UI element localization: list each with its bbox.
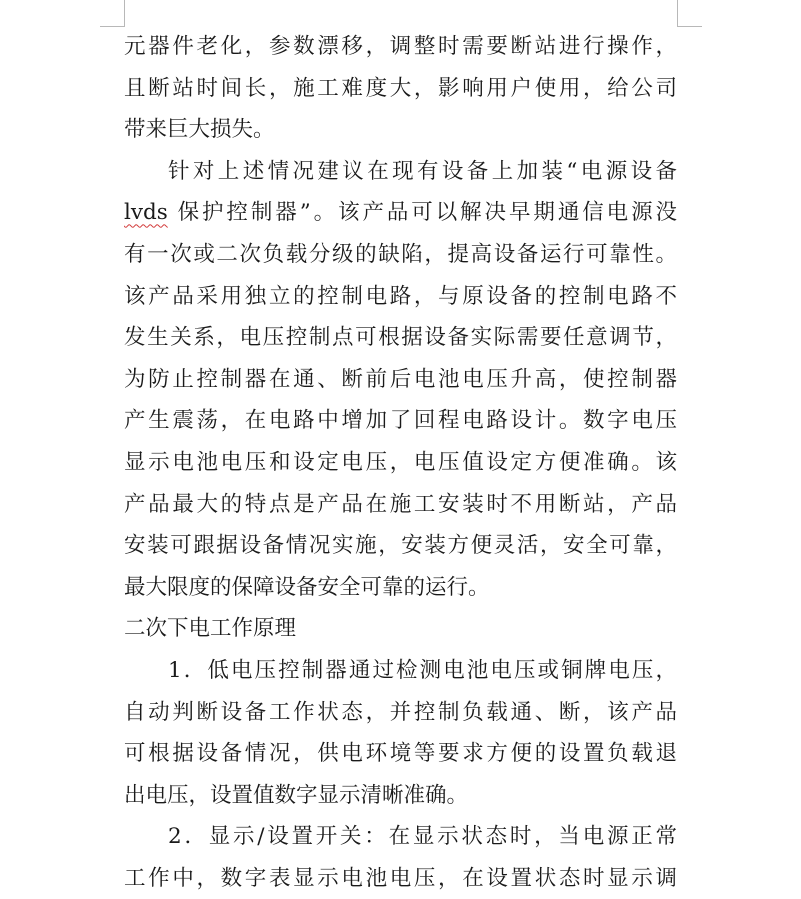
text-line <box>124 192 677 234</box>
misspelled-word[interactable]: lvds <box>124 200 168 226</box>
text-line: 2．显示/设置开关：在显示状态时，当电源正常 <box>168 824 677 850</box>
text-line: 针对上述情况建议在现有设备上加装“电源设备 <box>168 158 677 184</box>
text-line: 有一次或二次负载分级的缺陷，提高设备运行可靠性。 <box>124 241 677 267</box>
text-line: 产品最大的特点是产品在施工安装时不用断站，产品 <box>124 491 677 517</box>
text-line: 安装可跟据设备情况实施，安装方便灵活，安全可靠， <box>124 533 677 559</box>
text-line: 为防止控制器在通、断前后电池电压升高，使控制器 <box>124 366 677 392</box>
text-line: 且断站时间长，施工难度大，影响用户使用，给公司 <box>124 75 677 101</box>
text-line: 工作中，数字表显示电池电压，在设置状态时显示调 <box>124 865 677 891</box>
text-line: 可根据设备情况，供电环境等要求方便的设置负载退 <box>124 741 677 767</box>
text-line: 显示电池电压和设定电压，电压值设定方便准确。该 <box>124 449 677 475</box>
text-line: 1．低电压控制器通过检测电池电压或铜牌电压， <box>168 657 677 683</box>
document-body[interactable] <box>124 26 677 899</box>
text-line: 该产品采用独立的控制电路，与原设备的控制电路不 <box>124 283 677 309</box>
text-line: 出电压，设置值数字显示清晰准确。 <box>124 782 469 808</box>
text-line: 发生关系，电压控制点可根据设备实际需要任意调节， <box>124 325 677 351</box>
text-line-rest: 保护控制器”。该产品可以解决早期通信电源没 <box>177 200 677 226</box>
text-line: 元器件老化，参数漂移，调整时需要断站进行操作， <box>124 34 677 59</box>
section-heading: 二次下电工作原理 <box>124 616 297 642</box>
text-line: 带来巨大损失。 <box>124 117 275 143</box>
crop-mark-top-left <box>100 0 125 27</box>
text-line: 最大限度的保障设备安全可靠的运行。 <box>124 574 490 600</box>
crop-mark-top-right <box>677 0 702 27</box>
text-line: 产生震荡，在电路中增加了回程电路设计。数字电压 <box>124 408 677 434</box>
text-line: 自动判断设备工作状态，并控制负载通、断，该产品 <box>124 699 677 725</box>
